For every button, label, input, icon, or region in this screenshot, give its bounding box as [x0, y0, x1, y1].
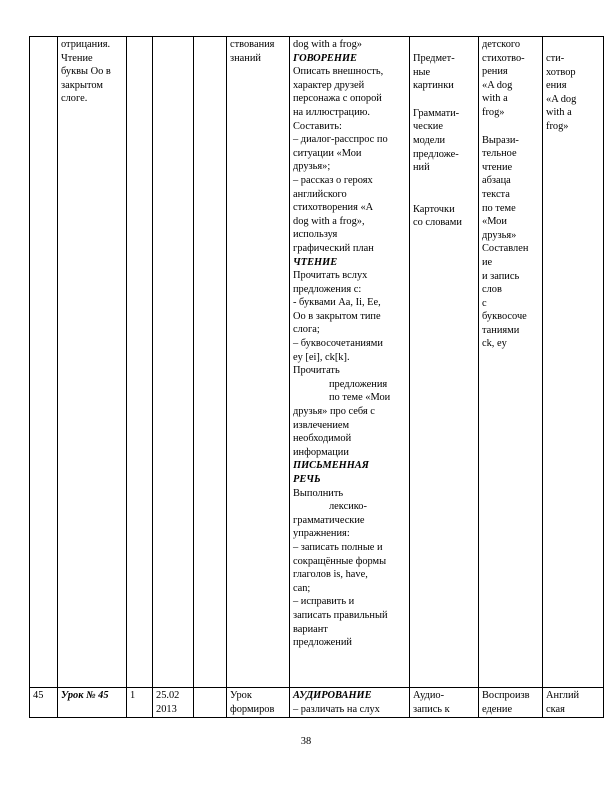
- cell-number: 45: [30, 688, 58, 718]
- cell-materials: Предмет- ные картинки Граммати- ческие модели предложе- ний Карточки со словами: [410, 37, 479, 688]
- cell-blank: [194, 37, 227, 688]
- table-row: [30, 688, 604, 718]
- cell-materials: Аудио- запись к: [410, 688, 479, 718]
- cell-hours: 1: [127, 688, 153, 718]
- cell-date: 25.02 2013: [153, 688, 194, 718]
- cell-topic: отрицания. Чтение буквы Oo в закрытом слоге.: [58, 37, 127, 688]
- cell-blank: [194, 688, 227, 718]
- section-heading-listening: АУДИРОВАНИЕ: [293, 690, 372, 701]
- cell-lesson-type: ствования знаний: [227, 37, 290, 688]
- page-number: 38: [300, 736, 312, 747]
- cell-activities: АУДИРОВАНИЕ – различать на слух: [290, 688, 410, 718]
- cell-lesson-type: Урок формиров: [227, 688, 290, 718]
- cell-number: [30, 37, 58, 688]
- cell-homework: Воспроизв едение: [479, 688, 543, 718]
- table-row: [30, 37, 604, 688]
- cell-homework: детского стихотво- рения «A dog with a frog» Вырази- тельное чтение абзаца текста по теме «Мои друзья» Составлен ие и запись слов с буквосоче таниями ck, ey: [479, 37, 543, 688]
- cell-activities: dog with a frog» ГОВОРЕНИЕ Описать внешность, характер друзей персонажа с опорой на иллюстрацию. Составить: – диалог-расспрос по ситуации «Мои друзья»; – рассказ о героях английского стихотворения «A dog with a frog», используя графический план ЧТЕНИЕ Прочитать вслух предложения с: - буквами Aa, Ii, Ee, Oo в закрытом типе слога; – буквосочетаниями ey [ei], ck[k]. Прочитать предложения по теме «Мои друзья» про себя с извлечением необходимой информации ПИСЬМЕННАЯ РЕЧЬ Выполнить лексико- грамматические упражнения: – записать полные и сокращённые формы глаголов is, have, can; – исправить и записать правильный вариант предложений: [290, 37, 410, 688]
- cell-extra: сти- хотвор ения «A dog with a frog»: [543, 37, 604, 688]
- section-heading-speaking: ГОВОРЕНИЕ: [293, 52, 357, 64]
- cell-topic: Урок № 45: [58, 688, 127, 718]
- lesson-plan-table: [29, 36, 604, 718]
- cell-extra: Англий ская: [543, 688, 604, 718]
- section-heading-reading: ЧТЕНИЕ: [293, 256, 338, 268]
- cell-date: [153, 37, 194, 688]
- section-heading-writing: ПИСЬМЕННАЯ: [293, 460, 369, 472]
- cell-hours: [127, 37, 153, 688]
